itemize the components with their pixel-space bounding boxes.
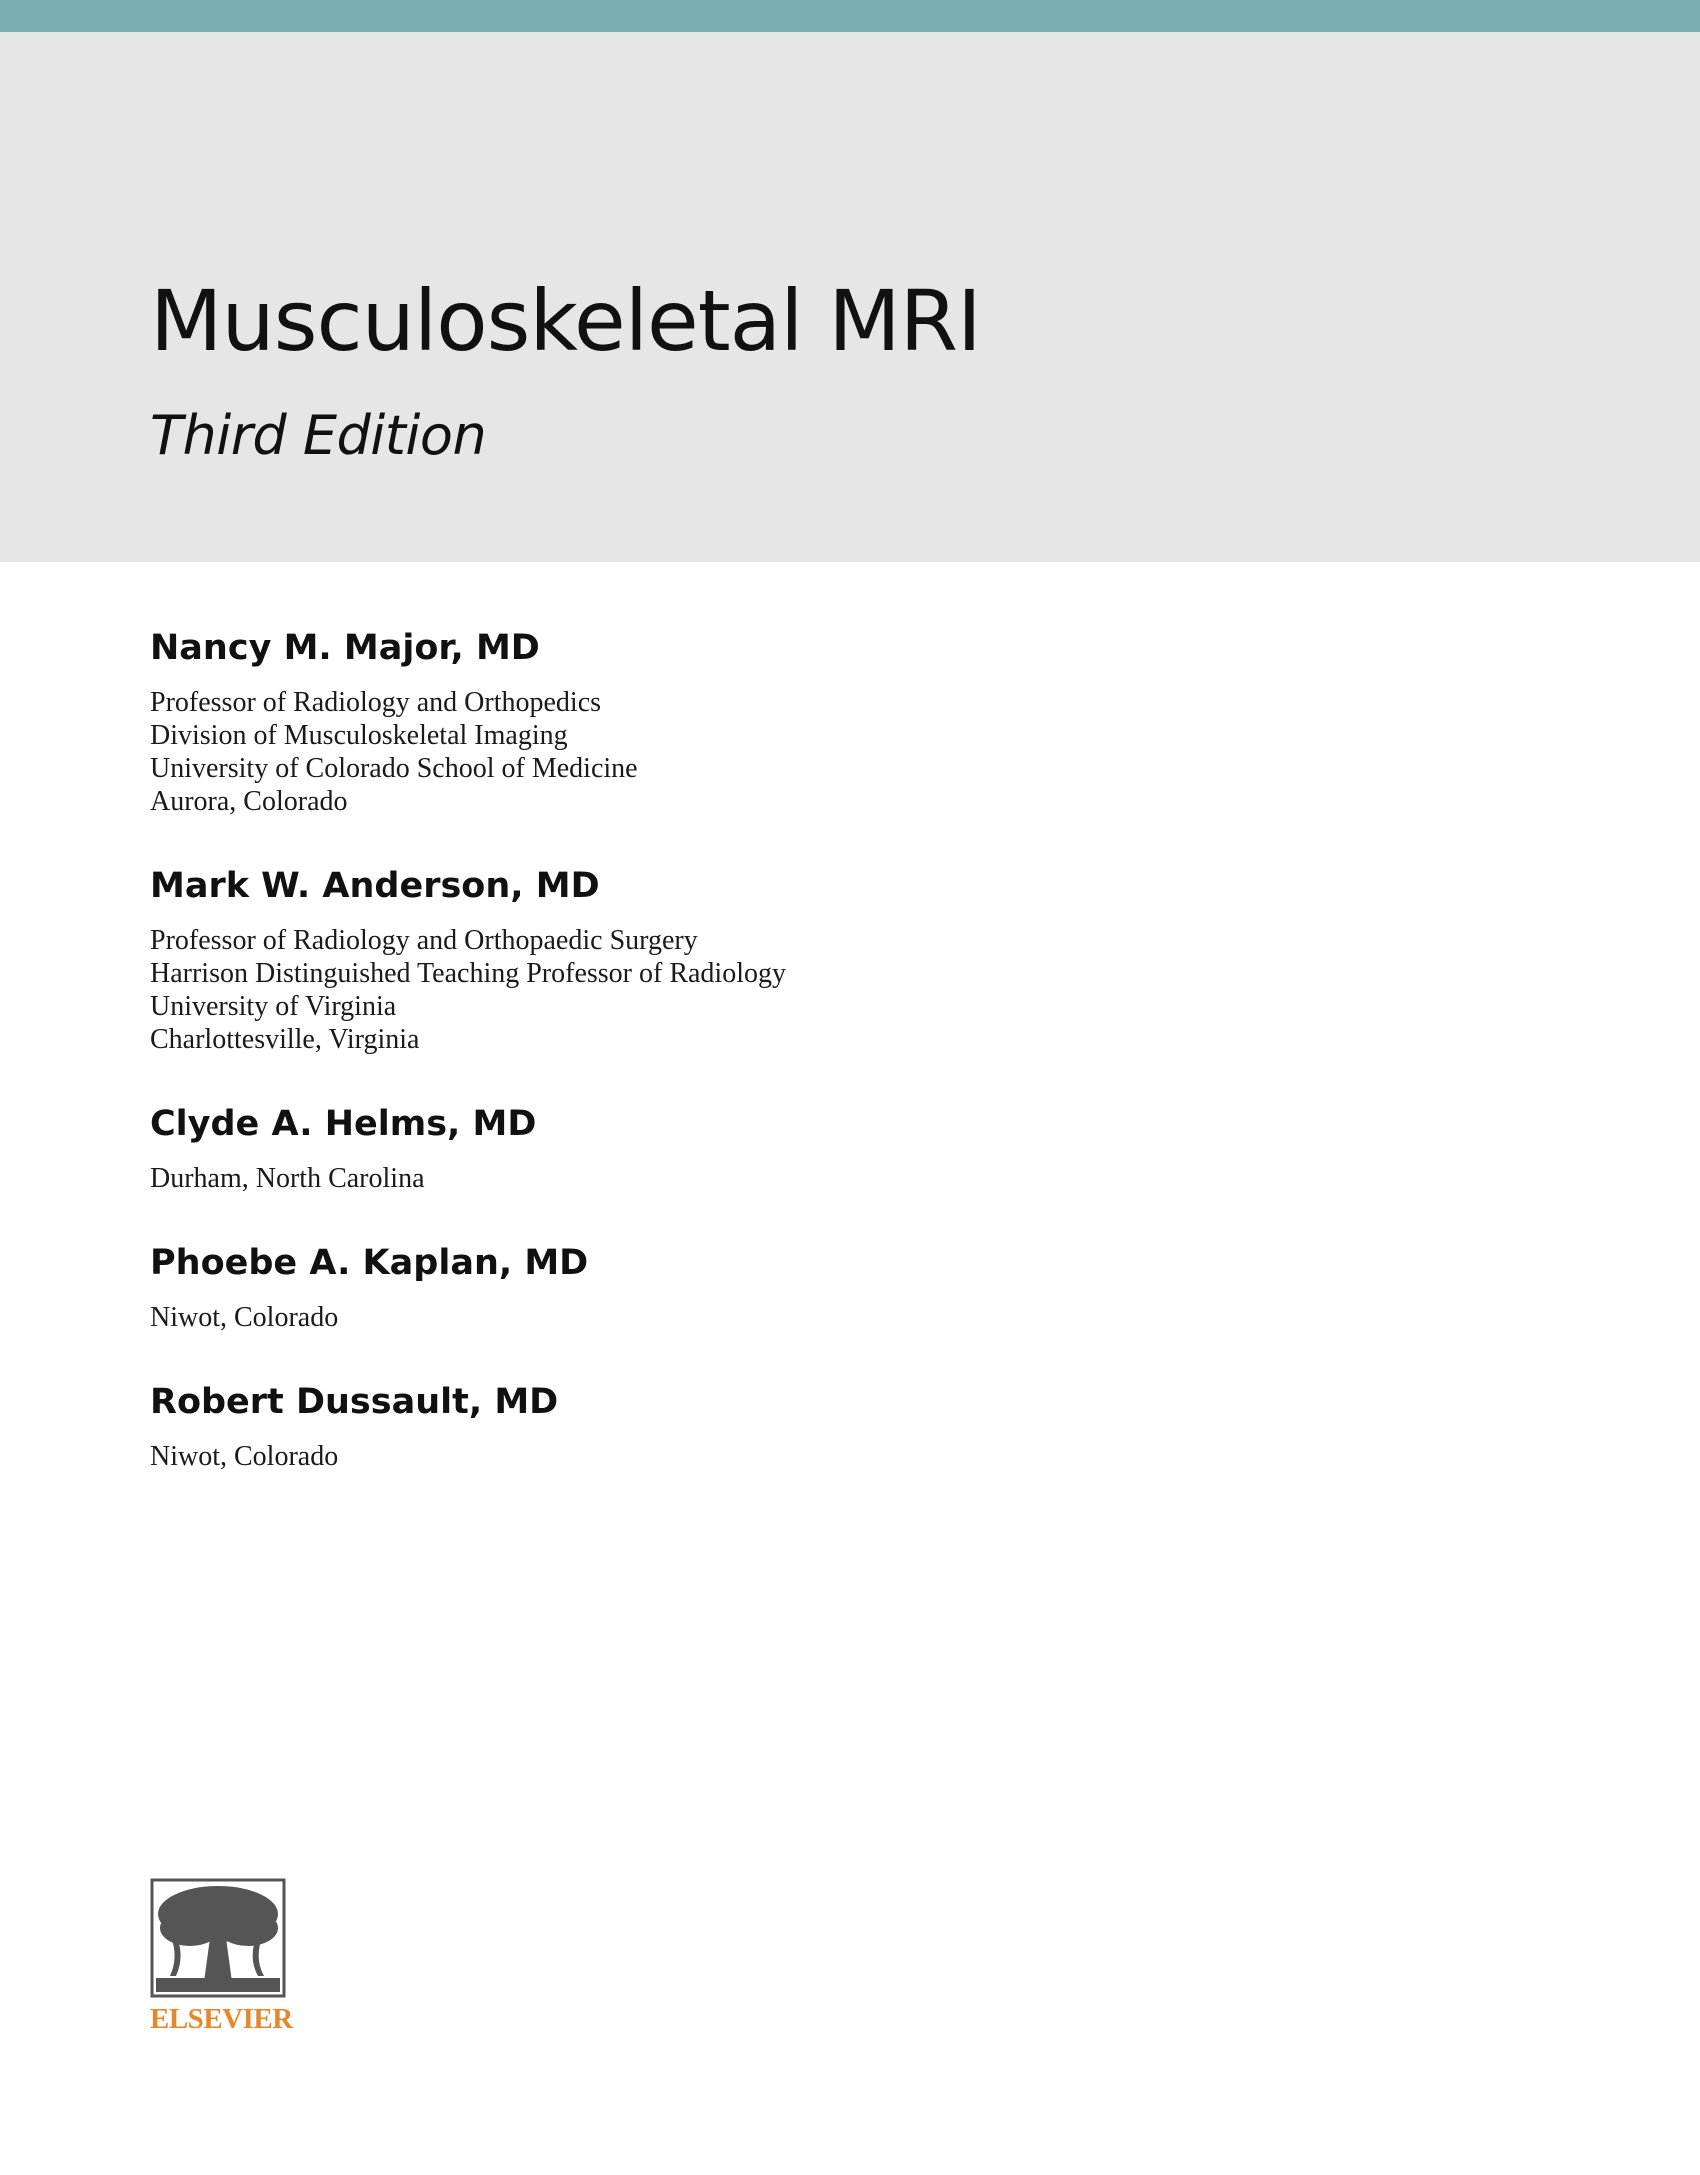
author-name: Nancy M. Major, MD xyxy=(150,628,540,668)
affiliation-line: University of Virginia xyxy=(150,991,397,1022)
affiliation-line: Durham, North Carolina xyxy=(150,1163,425,1194)
affiliation-line: Niwot, Colorado xyxy=(150,1441,339,1472)
publisher-logo xyxy=(150,1878,293,2036)
author-entry xyxy=(150,856,1250,1056)
author-list xyxy=(150,618,1250,1511)
author-entry xyxy=(150,1094,1250,1195)
affiliation-line: Niwot, Colorado xyxy=(150,1302,339,1333)
book-title: Musculoskeletal MRI xyxy=(150,272,981,370)
affiliation-line: Division of Musculoskeletal Imaging xyxy=(150,720,568,751)
book-edition: Third Edition xyxy=(150,404,487,467)
affiliation-line: Harrison Distinguished Teaching Professor of Radiology xyxy=(150,958,786,989)
author-name: Phoebe A. Kaplan, MD xyxy=(150,1243,589,1283)
elsevier-tree-icon xyxy=(150,1878,286,1998)
author-entry xyxy=(150,618,1250,818)
top-accent-bar xyxy=(0,0,1700,32)
affiliation-line: Professor of Radiology and Orthopaedic Surgery xyxy=(150,925,698,956)
affiliation-line: Aurora, Colorado xyxy=(150,786,348,817)
title-band xyxy=(0,32,1700,562)
author-name: Robert Dussault, MD xyxy=(150,1382,559,1422)
affiliation-line: University of Colorado School of Medicine xyxy=(150,753,638,784)
author-name: Mark W. Anderson, MD xyxy=(150,866,600,906)
author-entry xyxy=(150,1233,1250,1334)
affiliation-line: Professor of Radiology and Orthopedics xyxy=(150,687,602,718)
publisher-name: ELSEVIER xyxy=(150,2003,293,2035)
author-name: Clyde A. Helms, MD xyxy=(150,1104,537,1144)
author-entry xyxy=(150,1372,1250,1473)
affiliation-line: Charlottesville, Virginia xyxy=(150,1024,420,1055)
